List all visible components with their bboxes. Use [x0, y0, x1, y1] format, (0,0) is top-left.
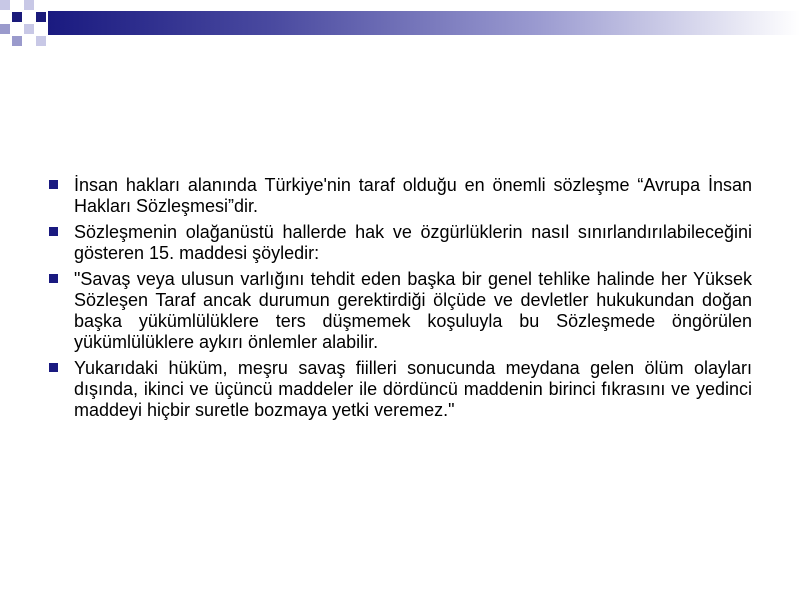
- decor-square: [36, 12, 46, 22]
- bullet-text: "Savaş veya ulusun varlığını tehdit eden başka bir genel tehlike halinde her Yüksek Sözleşen Taraf ancak durumun gerektirdiği ölçüde ve devletler hukukundan doğan başka yükümlülüklere ters düşmemek koşuluyla bu Sözleşmede öngörülen yükümlülüklere aykırı önlemler alabilir.: [74, 269, 752, 352]
- decor-square: [12, 36, 22, 46]
- decor-square: [24, 0, 34, 10]
- square-bullet-icon: [49, 227, 58, 236]
- decor-square: [0, 0, 10, 10]
- decor-square: [24, 24, 34, 34]
- list-item: [48, 222, 752, 264]
- list-item: [48, 175, 752, 217]
- slide-body: [48, 175, 752, 426]
- square-bullet-icon: [49, 180, 58, 189]
- bullet-text: İnsan hakları alanında Türkiye'nin taraf olduğu en önemli sözleşme “Avrupa İnsan Hakları Sözleşmesi”dir.: [74, 175, 752, 216]
- bullet-list: [48, 175, 752, 421]
- list-item: [48, 269, 752, 353]
- square-bullet-icon: [49, 363, 58, 372]
- decor-square: [0, 24, 10, 34]
- decor-square: [36, 36, 46, 46]
- list-item: [48, 358, 752, 421]
- bullet-text: Yukarıdaki hüküm, meşru savaş fiilleri sonucunda meydana gelen ölüm olayları dışında, ikinci ve üçüncü maddeler ile dördüncü maddenin birinci fıkrasını ve yedinci maddeyi hiçbir suretle bozmaya yetki veremez.": [74, 358, 752, 420]
- bullet-text: Sözleşmenin olağanüstü hallerde hak ve özgürlüklerin nasıl sınırlandırılabileceğini gösteren 15. maddesi şöyledir:: [74, 222, 752, 263]
- square-bullet-icon: [49, 274, 58, 283]
- decor-square: [12, 12, 22, 22]
- header-gradient-bar: [48, 11, 800, 35]
